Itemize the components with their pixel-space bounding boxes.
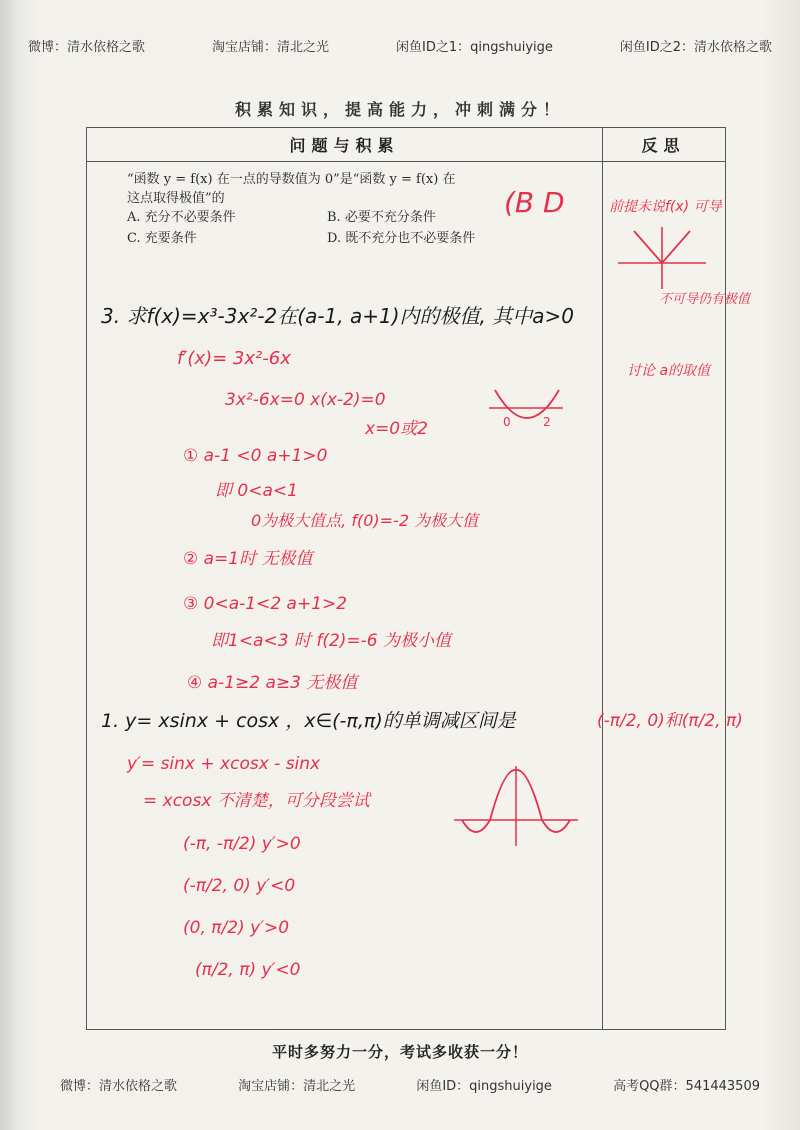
question-stem-line1: “函数 y = f(x) 在一点的导数值为 0”是“函数 y = f(x) 在 <box>127 172 456 187</box>
printed-question <box>127 170 567 248</box>
q3-critical-points: x=0或2 <box>365 419 428 439</box>
footer-motto: 平时多努力一分，考试多收获一分！ <box>271 1043 528 1061</box>
question-stem-line2: 这点取得极值”的 <box>127 191 225 206</box>
cusp-sketch <box>612 223 712 293</box>
footer-weibo: 微博：清水依格之歌 <box>60 1079 178 1094</box>
option-b: B. 必要不充分条件 <box>327 210 436 225</box>
table-header-row <box>87 128 725 162</box>
footer-taobao: 淘宝店铺：清北之光 <box>238 1079 356 1094</box>
q3-critical-eq: 3x²-6x=0 x(x-2)=0 <box>225 390 386 410</box>
reflection-note-3: 讨论 a的取值 <box>627 363 711 379</box>
graph-label-two: 2 <box>543 415 551 429</box>
question-options <box>127 208 567 248</box>
q1-interval-1: (-π, -π/2) y′>0 <box>183 834 301 854</box>
sine-curve-sketch <box>452 764 582 848</box>
handwritten-answer: (B D <box>504 186 565 219</box>
header-bar <box>28 36 772 58</box>
option-d: D. 既不充分也不必要条件 <box>327 231 476 246</box>
q3-case4: ④ a-1≥2 a≥3 无极值 <box>187 673 358 693</box>
header-taobao: 淘宝店铺：清北之光 <box>212 40 330 55</box>
header-weibo: 微博：清水依格之歌 <box>28 40 146 55</box>
column-header-question: 问题与积累 <box>289 136 400 155</box>
header-xianyu2: 闲鱼ID之2：清水依格之歌 <box>619 40 772 55</box>
q1-interval-2: (-π/2, 0) y′<0 <box>183 876 296 896</box>
q3-case1-condition: ① a-1 <0 a+1>0 <box>183 446 328 466</box>
footer-bar <box>60 1075 760 1095</box>
parabola-sketch <box>487 386 567 436</box>
question-table <box>86 127 751 1030</box>
footer-xianyu: 闲鱼ID：qingshuiyige <box>416 1079 552 1094</box>
graph-label-zero: 0 <box>503 415 511 429</box>
q3-title: 3. 求f(x)=x³-3x²-2在(a-1, a+1)内的极值, 其中a>0 <box>101 304 574 328</box>
column-divider <box>602 128 603 1029</box>
header-xianyu1: 闲鱼ID之1：qingshuiyige <box>396 40 553 55</box>
q3-case2: ② a=1时 无极值 <box>183 549 313 569</box>
q1-interval-3: (0, π/2) y′>0 <box>183 918 290 938</box>
reflection-note-2: 不可导仍有极值 <box>659 292 751 307</box>
footer-qq: 高考QQ群：541443509 <box>613 1079 760 1094</box>
q1-derivative: y′= sinx + xcosx - sinx <box>127 754 321 774</box>
q3-case1-range: 即 0<a<1 <box>215 481 298 501</box>
column-header-reflection: 反思 <box>641 136 686 155</box>
reflection-note-1: 前提未说f(x) 可导 <box>609 199 722 215</box>
q1-simplified: = xcosx 不清楚，可分段尝试 <box>143 791 370 811</box>
q3-derivative: f′(x)= 3x²-6x <box>177 348 291 369</box>
q1-title: 1. y= xsinx + cosx ，x∈(-π,π)的单调减区间是 <box>101 710 516 732</box>
q3-case3-result: 即1<a<3 时 f(2)=-6 为极小值 <box>211 631 452 651</box>
option-a: A. 充分不必要条件 <box>127 210 236 225</box>
q3-case1-result: 0为极大值点, f(0)=-2 为极大值 <box>251 511 479 530</box>
option-c: C. 充要条件 <box>127 231 197 246</box>
page-motto: 积累知识，提高能力，冲刺满分！ <box>234 100 565 119</box>
q3-case3-condition: ③ 0<a-1<2 a+1>2 <box>183 594 348 614</box>
q1-interval-4: (π/2, π) y′<0 <box>195 960 301 980</box>
q1-answer: (-π/2, 0)和(π/2, π) <box>597 711 743 731</box>
